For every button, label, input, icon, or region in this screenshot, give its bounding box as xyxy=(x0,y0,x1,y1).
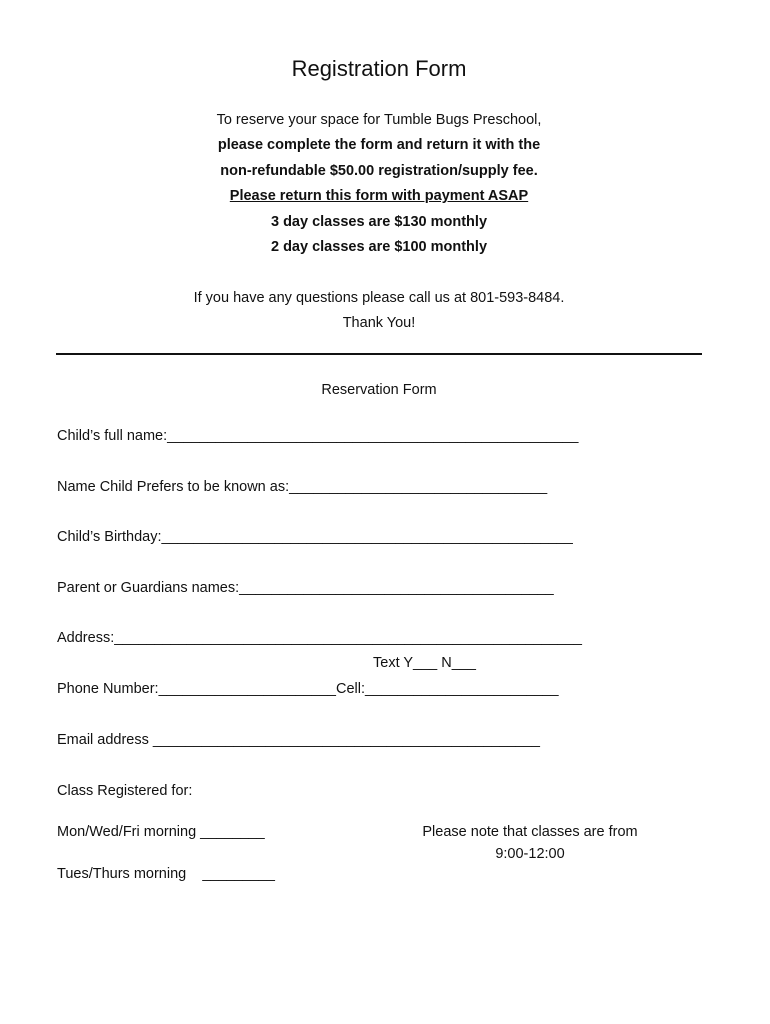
mwf-class-field[interactable] xyxy=(57,821,265,843)
intro-block xyxy=(0,108,758,260)
intro-line-4: Please return this form with payment ASAP xyxy=(229,188,529,205)
birthday-blank[interactable]: ___________________________________________________ xyxy=(161,529,573,545)
class-registered-label: Class Registered for: xyxy=(57,783,193,799)
preferred-name-blank[interactable]: ________________________________ xyxy=(289,479,548,495)
cell-blank[interactable]: ________________________ xyxy=(365,681,559,697)
tth-label: Tues/Thurs morning xyxy=(57,866,203,882)
phone-label: Phone Number: xyxy=(57,681,159,697)
class-time-note xyxy=(400,821,660,865)
intro-line-6: 2 day classes are $100 monthly xyxy=(270,239,488,256)
guardians-label: Parent or Guardians names: xyxy=(57,580,240,596)
cell-label: Cell: xyxy=(335,681,365,697)
tth-class-field[interactable] xyxy=(57,863,275,885)
child-name-blank[interactable]: ___________________________________________________ xyxy=(167,428,579,444)
address-blank[interactable]: __________________________________________________________ xyxy=(114,630,582,646)
birthday-field[interactable] xyxy=(57,526,573,548)
tth-blank[interactable]: _________ xyxy=(202,866,275,882)
intro-line-2: please complete the form and return it with the xyxy=(217,137,541,154)
child-name-label: Child’s full name: xyxy=(57,428,168,444)
text-yes-no-field[interactable]: Text Y___ N___ xyxy=(373,655,476,671)
contact-block xyxy=(0,286,758,337)
email-label: Email address xyxy=(57,732,153,748)
divider-line xyxy=(56,353,702,355)
note-line-2: 9:00-12:00 xyxy=(495,846,565,862)
address-label: Address: xyxy=(57,630,115,646)
preferred-name-label: Name Child Prefers to be known as: xyxy=(57,479,290,495)
email-blank[interactable]: ________________________________________________ xyxy=(152,732,540,748)
intro-line-4-wrap xyxy=(0,184,758,209)
intro-line-1: To reserve your space for Tumble Bugs Preschool, xyxy=(216,112,542,128)
preferred-name-field[interactable] xyxy=(57,476,547,498)
email-field[interactable] xyxy=(57,729,540,751)
phone-blank[interactable]: ______________________ xyxy=(158,681,336,697)
guardians-blank[interactable]: _______________________________________ xyxy=(239,580,554,596)
contact-line: If you have any questions please call us at 801-593-8484. xyxy=(193,290,565,306)
mwf-blank[interactable]: ________ xyxy=(200,824,265,840)
mwf-label: Mon/Wed/Fri morning xyxy=(57,824,201,840)
intro-line-5: 3 day classes are $130 monthly xyxy=(270,213,488,230)
address-field[interactable] xyxy=(57,627,582,649)
form-subtitle: Reservation Form xyxy=(321,382,437,398)
guardians-field[interactable] xyxy=(57,577,554,599)
page-title: Registration Form xyxy=(291,56,467,81)
intro-line-3: non-refundable $50.00 registration/supply fee. xyxy=(220,162,538,179)
phone-field[interactable] xyxy=(57,678,559,700)
child-name-field[interactable] xyxy=(57,425,578,447)
note-line-1: Please note that classes are from xyxy=(422,824,638,840)
thanks-line: Thank You! xyxy=(342,315,416,332)
birthday-label: Child’s Birthday: xyxy=(57,529,162,545)
